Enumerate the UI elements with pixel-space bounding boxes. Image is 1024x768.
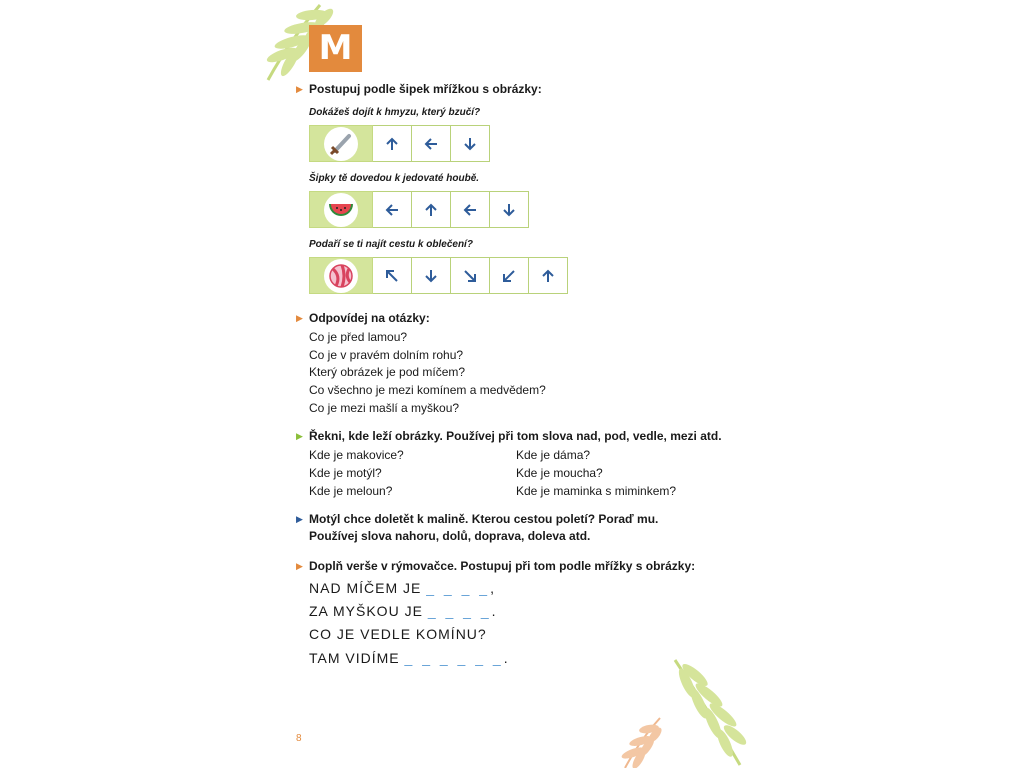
verse-line-1: NAD MÍČEM JE _ _ _ _, xyxy=(309,580,495,596)
arrow-cell xyxy=(412,125,451,162)
arrow-left-icon xyxy=(385,203,399,217)
task5-heading: Doplň verše v rýmovačce. Postupuj při tom podle mřížky s obrázky: xyxy=(309,559,696,573)
task3-left-3: Kde je meloun? xyxy=(309,484,393,498)
answer-blank: _ _ _ _ _ _ xyxy=(404,650,504,666)
task3-heading: Řekni, kde leží obrázky. Používej při tom slova nad, pod, vedle, mezi atd. xyxy=(309,429,722,443)
task3-right-3: Kde je maminka s miminkem? xyxy=(516,484,677,498)
task2-line-2: Co je v pravém dolním rohu? xyxy=(309,348,464,362)
task2-line-3: Který obrázek je pod míčem? xyxy=(309,365,466,379)
bullet-blue-icon: ▶ xyxy=(296,514,303,524)
task1-heading: Postupuj podle šipek mřížkou s obrázky: xyxy=(309,82,542,96)
arrow-cell xyxy=(451,257,490,294)
answer-blank: _ _ _ _ xyxy=(427,603,492,619)
bullet-orange-icon: ▶ xyxy=(296,561,303,571)
ball-icon xyxy=(328,263,354,289)
arrow-down-icon xyxy=(424,269,438,283)
arrow-left-icon xyxy=(463,203,477,217)
arrow-cell xyxy=(373,191,412,228)
task2-line-1: Co je před lamou? xyxy=(309,330,408,344)
arrow-grid-row-1 xyxy=(309,125,490,162)
arrow-up-left-icon xyxy=(385,269,399,283)
arrow-cell xyxy=(451,191,490,228)
task4-line-1: Motýl chce doletět k malině. Kterou cestou poletí? Poraď mu. xyxy=(309,512,659,526)
arrow-down-icon xyxy=(502,203,516,217)
arrow-grid-row-3 xyxy=(309,257,568,294)
arrow-up-icon xyxy=(424,203,438,217)
section-badge: M xyxy=(309,25,362,72)
task3-left-1: Kde je makovice? xyxy=(309,448,404,462)
task3-right-2: Kde je moucha? xyxy=(516,466,603,480)
arrow-cell xyxy=(529,257,568,294)
task2-heading: Odpovídej na otázky: xyxy=(309,311,430,325)
arrow-cell xyxy=(412,257,451,294)
task3-right-1: Kde je dáma? xyxy=(516,448,591,462)
watermelon-icon xyxy=(327,200,355,220)
arrow-up-icon xyxy=(385,137,399,151)
arrow-cell xyxy=(490,257,529,294)
picture-cell xyxy=(309,125,373,162)
arrow-grid-row-2 xyxy=(309,191,529,228)
arrow-up-icon xyxy=(541,269,555,283)
picture-cell xyxy=(309,257,373,294)
verse-line-3: CO JE VEDLE KOMÍNU? xyxy=(309,626,487,642)
bullet-orange-icon: ▶ xyxy=(296,313,303,323)
task4-line-2: Používej slova nahoru, dolů, doprava, doleva atd. xyxy=(309,529,591,543)
arrow-down-right-icon xyxy=(463,269,477,283)
picture-cell xyxy=(309,191,373,228)
leaf-decoration-bottom-green xyxy=(665,655,755,768)
sword-icon xyxy=(328,131,354,157)
verse-line-4: TAM VIDÍME _ _ _ _ _ _. xyxy=(309,650,509,666)
verse-line-2: ZA MYŠKOU JE _ _ _ _. xyxy=(309,603,497,619)
arrow-cell xyxy=(412,191,451,228)
bullet-green-icon: ▶ xyxy=(296,431,303,441)
task1-question-1: Dokážeš dojít k hmyzu, který bzučí? xyxy=(309,107,481,118)
arrow-cell xyxy=(490,191,529,228)
arrow-down-icon xyxy=(463,137,477,151)
task1-question-3: Podaří se ti najít cestu k oblečení? xyxy=(309,239,473,250)
task3-left-2: Kde je motýl? xyxy=(309,466,382,480)
page-number: 8 xyxy=(296,733,302,744)
answer-blank: _ _ _ _ xyxy=(426,580,491,596)
arrow-cell xyxy=(373,125,412,162)
arrow-cell xyxy=(373,257,412,294)
task2-line-5: Co je mezi mašlí a myškou? xyxy=(309,401,460,415)
bullet-orange-icon: ▶ xyxy=(296,84,303,94)
arrow-left-icon xyxy=(424,137,438,151)
arrow-cell xyxy=(451,125,490,162)
arrow-down-left-icon xyxy=(502,269,516,283)
task1-question-2: Šipky tě dovedou k jedovaté houbě. xyxy=(309,173,480,184)
task2-line-4: Co všechno je mezi komínem a medvědem? xyxy=(309,383,546,397)
leaf-decoration-bottom-orange xyxy=(615,715,665,768)
